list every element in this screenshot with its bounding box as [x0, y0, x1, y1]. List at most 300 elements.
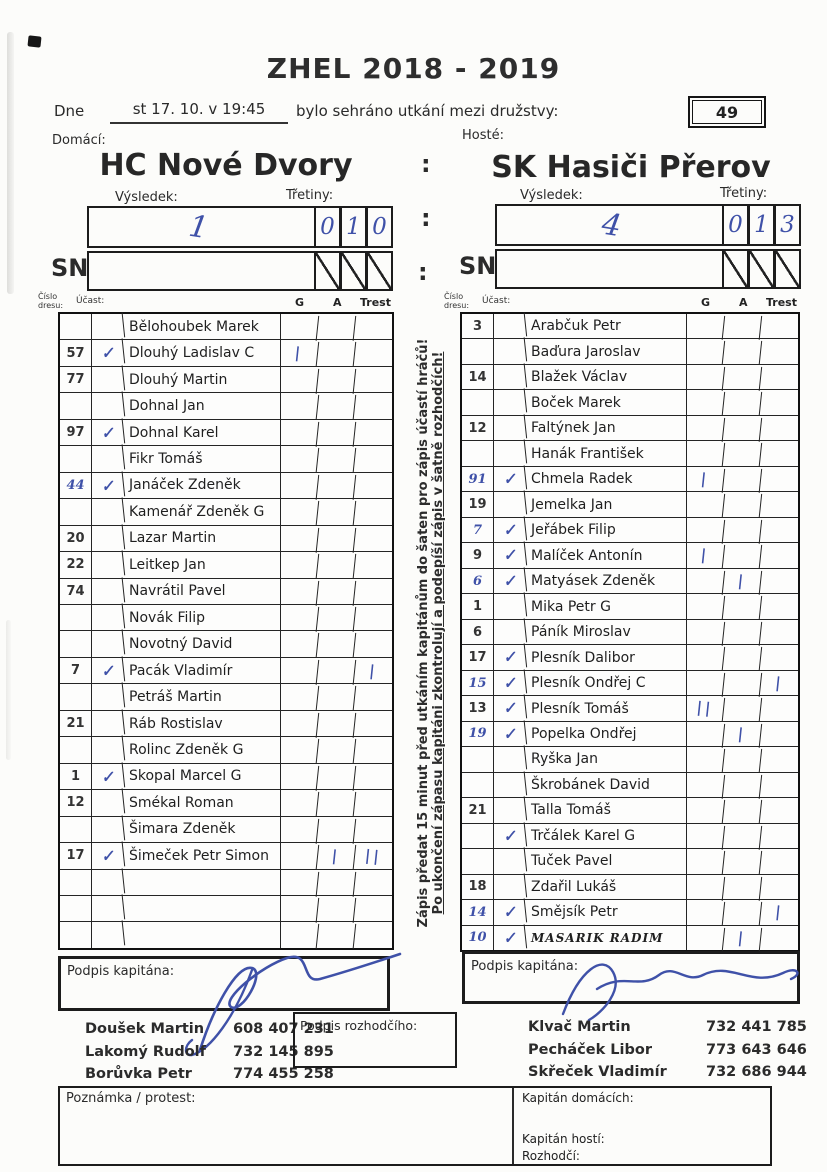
- goals-cell: [686, 745, 725, 773]
- attendance-check: ✓: [493, 822, 527, 850]
- player-name: [124, 870, 281, 895]
- penalty-cell: [760, 847, 799, 875]
- player-name: Leitkep Jan: [124, 552, 281, 577]
- jersey-number: 57: [60, 340, 92, 365]
- player-row: [60, 631, 392, 657]
- ucast-col-label-away: Účast:: [482, 296, 511, 306]
- penalty-cell: [760, 389, 799, 417]
- score-separator: :: [421, 150, 431, 178]
- assists-cell: [723, 541, 762, 569]
- player-row: [60, 393, 392, 419]
- penalty-cell: [354, 709, 393, 738]
- player-name: Bělohoubek Marek: [124, 314, 281, 339]
- jersey-number: 3: [462, 314, 494, 338]
- player-row: [462, 798, 798, 823]
- assists-cell: [723, 618, 762, 646]
- assists-cell: [317, 630, 356, 659]
- captain-sign-label-away: Podpis kapitána:: [471, 959, 579, 974]
- player-name: Novák Filip: [124, 605, 281, 630]
- sn-cells-home: [315, 251, 393, 291]
- player-name: Chmela Radek: [526, 467, 687, 491]
- captain-away-label: Kapitán hostí:: [522, 1132, 605, 1146]
- goals-cell: ||: [686, 694, 725, 722]
- player-name: Plesník Dalibor: [526, 645, 687, 669]
- goals-cell: [280, 682, 319, 711]
- sn-slash-cell: [723, 249, 749, 289]
- goals-cell: [280, 894, 319, 923]
- penalty-cell: [354, 339, 393, 368]
- notice-line1: Zápis předat 15 minut před utkáním kapitánům do šaten pro zápis účastí hráčů!: [416, 338, 431, 928]
- penalty-cell: [760, 465, 799, 493]
- assists-cell: [723, 389, 762, 417]
- player-row: [462, 773, 798, 798]
- player-row: [60, 499, 392, 525]
- contact-row: [528, 1039, 807, 1062]
- date-label: Dne: [54, 102, 85, 120]
- penalty-cell: [354, 603, 393, 632]
- player-row: [60, 658, 392, 684]
- goals-cell: [686, 338, 725, 366]
- penalty-cell: [760, 720, 799, 748]
- assists-cell: [723, 898, 762, 926]
- note-protest-box: [58, 1086, 772, 1166]
- goals-cell: [280, 524, 319, 553]
- goals-cell: [686, 414, 725, 442]
- penalty-cell: ||: [364, 845, 383, 866]
- player-row: [60, 843, 392, 869]
- player-name: Mika Petr G: [526, 594, 687, 618]
- penalty-cell: [354, 815, 393, 844]
- player-row: [462, 314, 798, 339]
- player-name: Páník Miroslav: [526, 620, 687, 644]
- attendance-check: ✓: [493, 924, 527, 952]
- goals-cell: [280, 709, 319, 738]
- assists-cell: [317, 391, 356, 420]
- goals-cell: [280, 418, 319, 447]
- player-row: [60, 790, 392, 816]
- goals-cell: [686, 873, 725, 901]
- contact-phone: 732 441 785: [706, 1019, 807, 1035]
- referee-name-label: Rozhodčí:: [522, 1149, 580, 1163]
- attendance-check: [91, 445, 125, 474]
- penalty-cell: [354, 630, 393, 659]
- captain-home-label: Kapitán domácích:: [522, 1091, 634, 1105]
- captain-signature-away: [545, 944, 805, 1024]
- goals-cell: [280, 391, 319, 420]
- goals-cell: [280, 630, 319, 659]
- player-row: [462, 390, 798, 415]
- assists-cell: [317, 656, 356, 685]
- attendance-check: ✓: [493, 899, 527, 927]
- player-name: Baďura Jaroslav: [526, 339, 687, 363]
- goals-cell: [686, 771, 725, 799]
- contact-row: [528, 1061, 807, 1084]
- jersey-number: 9: [462, 543, 494, 567]
- attendance-check: ✓: [493, 465, 527, 493]
- attendance-check: [91, 524, 125, 553]
- attendance-check: [493, 618, 527, 646]
- sn-slash-cell: [315, 251, 341, 291]
- jersey-number: [60, 446, 92, 471]
- attendance-check: [493, 363, 527, 391]
- goals-cell: [280, 841, 319, 870]
- jersey-number: 17: [60, 843, 92, 868]
- attendance-check: ✓: [493, 542, 527, 570]
- attendance-check: [493, 491, 527, 519]
- penalty-cell: [354, 868, 393, 897]
- player-name: Janáček Zdeněk: [124, 473, 281, 498]
- jersey-number: [462, 747, 494, 771]
- attendance-check: ✓: [493, 669, 527, 697]
- goals-cell: [686, 720, 725, 748]
- player-row: [60, 552, 392, 578]
- jersey-number: [60, 896, 92, 921]
- goals-cell: |: [280, 339, 319, 368]
- goals-cell: [280, 444, 319, 473]
- assists-cell: [317, 365, 356, 394]
- assists-cell: [317, 762, 356, 791]
- jersey-number: [462, 441, 494, 465]
- attendance-check: ✓: [493, 516, 527, 544]
- attendance-check: [91, 392, 125, 421]
- ucast-col-label-home: Účast:: [76, 296, 105, 306]
- player-name: Petráš Martin: [124, 684, 281, 709]
- goals-cell: [280, 312, 319, 341]
- result-box-home: [87, 206, 316, 248]
- jersey-number: 44: [60, 473, 92, 498]
- penalty-cell: [760, 491, 799, 519]
- sn-label-away: SN: [459, 252, 497, 280]
- player-row: [462, 620, 798, 645]
- player-name: Fikr Tomáš: [124, 446, 281, 471]
- attendance-check: [493, 746, 527, 774]
- penalty-cell: [760, 694, 799, 722]
- penalty-cell: [760, 643, 799, 671]
- attendance-check: ✓: [91, 656, 125, 685]
- assists-cell: [723, 312, 762, 340]
- penalty-cell: [354, 391, 393, 420]
- assists-cell: [317, 550, 356, 579]
- contact-phone: 773 643 646: [706, 1041, 807, 1058]
- third-cell: 1: [341, 206, 367, 248]
- assists-cell: [723, 796, 762, 824]
- player-row: [60, 896, 392, 922]
- attendance-check: [91, 709, 125, 738]
- player-row: [462, 824, 798, 849]
- attendance-check: [91, 550, 125, 579]
- assists-cell: |: [317, 841, 356, 870]
- penalty-cell: [760, 745, 799, 773]
- penalty-cell: [760, 796, 799, 824]
- assists-cell: [317, 603, 356, 632]
- goals-cell: [686, 312, 725, 340]
- goals-cell: |: [686, 541, 725, 569]
- assists-cell: [317, 339, 356, 368]
- assists-cell: [723, 465, 762, 493]
- player-name: Lazar Martin: [124, 526, 281, 551]
- jersey-number: [462, 824, 494, 848]
- penalty-cell: [354, 577, 393, 606]
- player-name: Škrobánek David: [526, 773, 687, 797]
- assists-cell: [317, 418, 356, 447]
- result-label-home: Výsledek:: [115, 190, 178, 205]
- player-row: [60, 473, 392, 499]
- player-row: [462, 645, 798, 670]
- assists-cell: [723, 771, 762, 799]
- attendance-check: [91, 577, 125, 606]
- player-name: Dlouhý Martin: [124, 367, 281, 392]
- assists-cell: [723, 491, 762, 519]
- attendance-check: ✓: [91, 339, 125, 368]
- jersey-number: 19: [462, 492, 494, 516]
- contact-row: [528, 1016, 807, 1039]
- penalty-cell: [760, 363, 799, 391]
- jersey-number: [60, 605, 92, 630]
- player-name: Popelka Ondřej: [526, 722, 687, 746]
- contact-name: Lakomý Rudolf: [85, 1043, 206, 1060]
- goals-cell: [280, 735, 319, 764]
- player-row: [60, 579, 392, 605]
- penalty-cell: [760, 592, 799, 620]
- jersey-number: [60, 870, 92, 895]
- assists-cell: [317, 444, 356, 473]
- goals-cell: [686, 796, 725, 824]
- player-row: [462, 569, 798, 594]
- player-name: Kamenář Zdeněk G: [124, 499, 281, 524]
- home-roster-table: [58, 312, 394, 950]
- sn-slash-cell: [341, 251, 367, 291]
- player-name: Arabčuk Petr: [526, 314, 687, 338]
- player-name: Šimeček Petr Simon: [124, 843, 281, 868]
- penalty-cell: [760, 873, 799, 901]
- player-name: Dohnal Jan: [124, 393, 281, 418]
- contact-name: Doušek Martin: [85, 1021, 205, 1037]
- goals-cell: |: [686, 465, 725, 493]
- notice-line2: Po ukončení zápasu kapitáni zkontrolují a podepíší zápis v šatně rozhodčích!: [431, 351, 446, 915]
- goals-cell: [686, 643, 725, 671]
- match-number-box: [688, 96, 766, 128]
- attendance-check: [91, 312, 125, 341]
- assists-cell: [317, 894, 356, 923]
- player-row: [462, 594, 798, 619]
- player-name: Plesník Tomáš: [526, 696, 687, 720]
- player-row: [462, 722, 798, 747]
- player-row: [60, 340, 392, 366]
- jersey-number: 17: [462, 645, 494, 669]
- player-row: [462, 747, 798, 772]
- vertical-notice: [416, 313, 458, 953]
- attendance-check: [493, 338, 527, 366]
- player-name: Ryška Jan: [526, 747, 687, 771]
- attendance-check: [91, 498, 125, 527]
- assists-cell: [317, 497, 356, 526]
- goals-cell: [686, 847, 725, 875]
- jersey-number: 97: [60, 420, 92, 445]
- contact-phone: 732 145 895: [233, 1043, 334, 1060]
- assists-cell: [317, 577, 356, 606]
- assists-cell: [723, 363, 762, 391]
- jersey-number: 13: [462, 696, 494, 720]
- goals-cell: [280, 365, 319, 394]
- player-name: MASARIK RADIM: [526, 926, 687, 950]
- penalty-cell: [354, 471, 393, 500]
- attendance-check: [493, 593, 527, 621]
- goals-cell: [280, 868, 319, 897]
- attendance-check: [493, 440, 527, 468]
- score-separator: :: [418, 258, 428, 286]
- player-name: Zdařil Lukáš: [526, 875, 687, 899]
- attendance-check: [493, 771, 527, 799]
- penalty-cell: [760, 567, 799, 595]
- assists-cell: [317, 524, 356, 553]
- player-name: [124, 896, 281, 921]
- player-name: Blažek Václav: [526, 365, 687, 389]
- note-label: Poznámka / protest:: [66, 1091, 196, 1106]
- player-row: [462, 671, 798, 696]
- goals-cell: [686, 516, 725, 544]
- thirds-label-home: Třetiny:: [286, 188, 334, 203]
- jersey-number: [462, 390, 494, 414]
- assists-cell: [723, 694, 762, 722]
- player-row: [462, 875, 798, 900]
- goals-cell: [686, 440, 725, 468]
- trest-col-label-away: Trest: [766, 296, 797, 309]
- attendance-check: ✓: [493, 567, 527, 595]
- result-box-away: [495, 204, 724, 246]
- penalty-cell: |: [774, 902, 785, 922]
- goals-cell: [280, 762, 319, 791]
- away-side-label: Hosté:: [462, 128, 504, 143]
- attendance-check: ✓: [91, 471, 125, 500]
- assists-cell: [723, 669, 762, 697]
- goals-cell: [280, 577, 319, 606]
- player-row: [60, 870, 392, 896]
- player-name: Rolinc Zdeněk G: [124, 737, 281, 762]
- assists-cell: [723, 822, 762, 850]
- assists-cell: [317, 788, 356, 817]
- assists-cell: [723, 414, 762, 442]
- assists-cell: [723, 745, 762, 773]
- jersey-number: 22: [60, 552, 92, 577]
- player-name: Smékal Roman: [124, 790, 281, 815]
- attendance-check: [91, 683, 125, 712]
- jersey-number: 14: [462, 900, 494, 924]
- assists-cell: [317, 312, 356, 341]
- sn-box-home: [87, 251, 316, 291]
- goals-cell: [686, 389, 725, 417]
- attendance-check: [493, 312, 527, 340]
- sn-label-home: SN: [51, 254, 89, 282]
- player-name: Plesník Ondřej C: [526, 671, 687, 695]
- player-row: [462, 518, 798, 543]
- attendance-check: ✓: [91, 841, 125, 870]
- penalty-cell: [760, 440, 799, 468]
- attendance-check: [91, 365, 125, 394]
- player-name: Jemelka Jan: [526, 492, 687, 516]
- contact-phone: 774 455 258: [233, 1066, 334, 1082]
- jersey-number: [60, 393, 92, 418]
- player-row: [60, 684, 392, 710]
- contact-name: Pecháček Libor: [528, 1041, 652, 1058]
- played-text: bylo sehráno utkání mezi družstvy:: [296, 102, 559, 120]
- penalty-cell: |: [368, 661, 379, 681]
- player-row: [60, 314, 392, 340]
- jersey-number: [462, 773, 494, 797]
- jersey-number: 21: [462, 798, 494, 822]
- jersey-col-label-home: Číslo dresu:: [38, 292, 64, 310]
- player-name: Dohnal Karel: [124, 420, 281, 445]
- penalty-cell: [354, 365, 393, 394]
- captain-sign-label-home: Podpis kapitána:: [67, 964, 175, 979]
- jersey-number: 77: [60, 367, 92, 392]
- goals-cell: [686, 822, 725, 850]
- jersey-number: [60, 817, 92, 842]
- jersey-number: 10: [462, 926, 494, 950]
- assists-cell: [317, 735, 356, 764]
- jersey-number: 18: [462, 875, 494, 899]
- home-side-label: Domácí:: [52, 133, 106, 148]
- jersey-number: [60, 314, 92, 339]
- jersey-number: 19: [462, 722, 494, 746]
- penalty-cell: [760, 618, 799, 646]
- penalty-cell: [354, 735, 393, 764]
- penalty-cell: [354, 418, 393, 447]
- attendance-check: [91, 921, 125, 950]
- player-name: Dlouhý Ladislav C: [124, 340, 281, 365]
- penalty-cell: [760, 312, 799, 340]
- player-row: [462, 365, 798, 390]
- page-title: ZHEL 2018 - 2019: [266, 52, 561, 85]
- player-name: Trčálek Karel G: [526, 824, 687, 848]
- attendance-check: [91, 630, 125, 659]
- sn-cells-away: [723, 249, 801, 289]
- player-row: [462, 543, 798, 568]
- goals-cell: [686, 363, 725, 391]
- third-cell: 3: [775, 204, 801, 246]
- contact-name: Skřeček Vladimír: [528, 1064, 667, 1080]
- jersey-number: [60, 922, 92, 947]
- penalty-cell: [354, 312, 393, 341]
- player-name: Hanák František: [526, 441, 687, 465]
- penalty-cell: [354, 894, 393, 923]
- player-row: [462, 441, 798, 466]
- player-name: Ráb Rostislav: [124, 711, 281, 736]
- player-name: Novotný David: [124, 631, 281, 656]
- player-name: Malíček Antonín: [526, 543, 687, 567]
- jersey-number: [60, 737, 92, 762]
- player-row: [462, 900, 798, 925]
- jersey-number: [462, 339, 494, 363]
- sn-box-away: [495, 249, 724, 289]
- penalty-cell: [354, 524, 393, 553]
- jersey-number: 15: [462, 671, 494, 695]
- player-row: [60, 764, 392, 790]
- result-value-away: 4: [599, 206, 624, 245]
- player-name: Pacák Vladimír: [124, 658, 281, 683]
- attendance-check: ✓: [91, 762, 125, 791]
- goals-cell: [280, 550, 319, 579]
- jersey-number: 14: [462, 365, 494, 389]
- g-col-label-home: G: [295, 296, 305, 309]
- goals-cell: [686, 592, 725, 620]
- player-row: [60, 446, 392, 472]
- assists-cell: [723, 338, 762, 366]
- goals-cell: [686, 618, 725, 646]
- assists-cell: [723, 440, 762, 468]
- attendance-check: [493, 797, 527, 825]
- away-contacts: [528, 1016, 807, 1084]
- attendance-check: [91, 736, 125, 765]
